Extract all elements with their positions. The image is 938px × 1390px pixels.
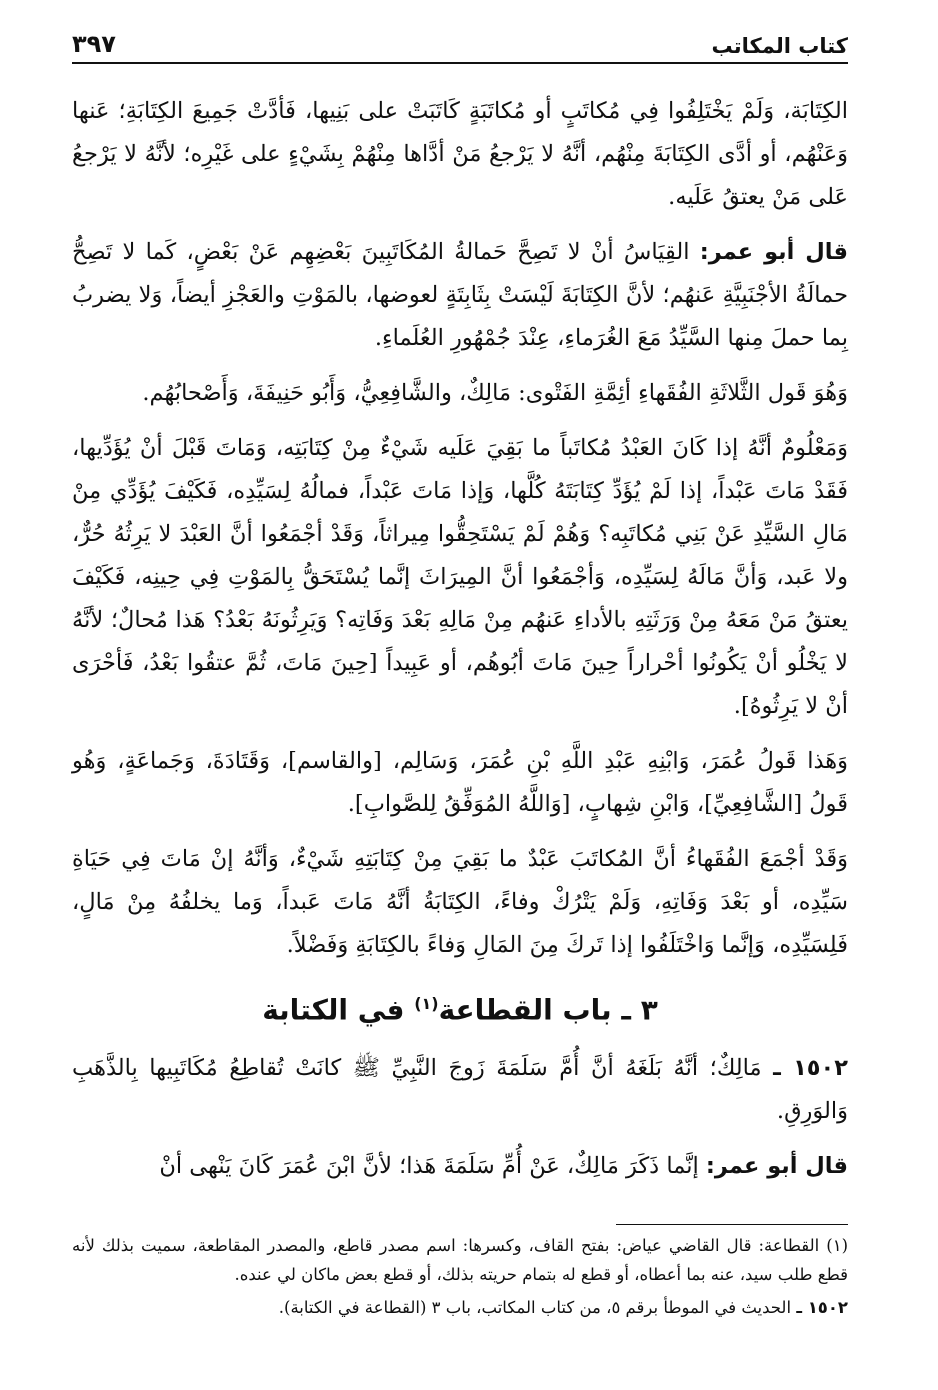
page-header [72,22,848,64]
paragraph-3: وَهُوَ قَول الثَّلاثَةِ الفُقَهاءِ أئِمَّةِ الفَتْوى: مَالِكٌ، والشَّافِعِيُّ، وَأَبُو حَنِيفَةَ، وَأَصْحابُهُم. [142,380,848,406]
paragraph-2-text: القِيَاسُ أنْ لا تَصِحَّ حَمالةُ المُكَاتَبِينَ بَعْضِهِم عَنْ بَعْضٍ، كَما لا تَصِحُّ حمالَةُ الأجْنَبِيَّةِ عَنهُم؛ لأنَّ الكِتَابَةَ لَيْسَتْ بِثَابِتَةٍ لعوضها، بالمَوْتِ والعَجْزِ أيضاً، وَلا يضربُ بِما حملَ مِنها السَّيِّدُ مَعَ الغُرَماءِ، عِنْدَ جُمْهُورِ العُلَماءِ. [72,239,848,351]
paragraph-4: وَمَعْلُومٌ أنَّهُ إذا كَانَ العَبْدُ مُكاتَباً ما بَقِيَ عَلَيه شَيْءٌ مِنْ كِتَابَتِه، وَمَاتَ قَبْلَ أنْ يُؤَدِّيها، فَقَدْ مَاتَ عَبْداً، إذا لَمْ يُؤَدِّ كِتَابَتَهُ كُلَّها، وَإذا مَاتَ عَبْداً، فمالُهُ لِسَيِّدِه، فَكَيْفَ يُؤَدِّي مِنْ مَالِ السَّيِّدِ عَنْ بَنِي مُكاتَبِه؟ وَهُمْ لَمْ يَسْتَحِقُّوا مِيراثاً، وَقَدْ أجْمَعُوا أنَّ العَبْدَ لا يَرِثُهُ حُرٌّ، ولا عَبد، وَأنَّ مَالَهُ لِسَيِّدِه، وَأجْمَعُوا أنَّ المِيرَاثَ إنَّما يُسْتَحَقُّ بِالمَوْتِ فِي حِينِه، فَكَيْفَ يعتقُ مَنْ مَعَهُ مِنْ وَرَثَتِهِ بالأداءِ عَنهُم مِنْ مَالِهِ بَعْدَ وَفَاتِه؟ وَيَرِثُونَهُ بَعْدُ؟ هَذا مُحالٌ؛ لأنَّهُ لا يَخْلُو أنْ يَكُونُوا أحْراراً حِينَ مَاتَ أبُوهُم، أو عَبِيداً [حِينَ مَاتَ، ثُمَّ عتقُوا بَعْدُ، فَأحْرَى أنْ لا يَرِثُوهُ]. [72,435,849,719]
chapter-heading-tail: في الكتابة [262,993,405,1027]
main-text [72,90,848,1188]
footnote-divider [616,1224,848,1225]
footnotes [72,1231,848,1322]
footnote-hadith-number: ١٥٠٢ ـ [796,1298,848,1318]
footnote-2-text: الحديث في الموطأ برقم ٥، من كتاب المكاتب، باب ٣ (القطاعة في الكتابة). [278,1298,792,1318]
page-number: ٣٩٧ [72,30,116,58]
hadith-number: ١٥٠٢ ـ [773,1055,849,1082]
chapter-heading [72,979,848,1035]
speaker-label: قال أبو عمر: [699,239,848,265]
paragraph-6: وَقَدْ أجْمَعَ الفُقَهاءُ أنَّ المُكاتَبَ عَبْدٌ ما بَقِيَ مِنْ كِتَابَتِهِ شَيْءٌ، وَأنَّهُ إنْ مَاتَ فِي حَيَاةِ سَيِّدِه، أو بَعْدَ وَفَاتِهِ، وَلَمْ يَتْرُكْ وفاءً، الكِتَابَةُ أنَّهُ مَاتَ عَبداً، وَما يخلفُهُ مِنْ مَالٍ، فَلِسَيِّدِه، وَإنَّما وَاخْتَلَفُوا إذا تَركَ مِنَ المَالِ وَفاءً بالكِتَابَةِ وَفَضْلاً. [72,846,848,958]
footnote-marker[interactable]: (١) [414,994,439,1013]
footnote-2 [72,1293,848,1322]
paragraph-2 [72,231,848,360]
hadith-1502 [72,1047,848,1133]
paragraph-5: وَهَذا قَولُ عُمَرَ، وَابْنِهِ عَبْدِ اللَّهِ بْنِ عُمَرَ، وَسَالِم، [والقاسم]، وَقَتَادَةَ، وَجَماعَةٍ، وَهُو قَولُ [الشَّافِعِيِّ]، وَابْنِ شِهابٍ، [وَاللَّهُ المُوَفِّقُ لِلصَّوابِ]. [72,748,848,817]
chapter-heading-main: ٣ ـ باب القطاعة [438,993,658,1027]
closing-paragraph [72,1145,848,1188]
footnote-1: (١) القطاعة: قال القاضي عياض: بفتح القاف، وكسرها: اسم مصدر قاطع، والمصدر المقاطعة، سميت بذلك لأنه قطع طلب سيد، عنه بما أعطاه، أو قطع له بتمام حريته بذلك، أو قطع بعض ماكان لي عنده. [72,1236,848,1285]
closing-text: إنَّما ذَكَرَ مَالِكٌ، عَنْ أُمِّ سَلَمَةَ هَذا؛ لأنَّ ابْنَ عُمَرَ كَانَ يَنْهى أنْ [159,1153,699,1180]
running-title: كتاب المكاتب [711,34,848,58]
hadith-text: مَالِكٌ؛ أنَّهُ بَلَغَهُ أنَّ أُمَّ سَلَمَةَ زَوجَ النَّبِيِّ ﷺ كانَتْ تُقاطِعُ مُكَاتَبِيها بِالذَّهَبِ وَالوَرِقِ. [72,1055,848,1125]
paragraph-1: الكِتَابَة، وَلَمْ يَخْتَلِفُوا فِي مُكاتَبٍ أو مُكاتَبَةٍ كَاتَبَتْ على بَنِيها، فَأدَّتْ جَمِيعَ الكِتَابَةِ؛ عَنها وَعَنْهُم، أو أدَّى الكِتَابَةَ مِنْهُم، أنَّهُ لا يَرْجعُ مَنْ أدَّاها مِنْهُمْ بِشَيْءٍ على غَيْرِه؛ لأنَّهُ لا يَرْجعُ عَلى مَنْ يعتقُ عَلَيه. [72,98,848,210]
closing-speaker-label: قال أبو عمر: [705,1153,848,1180]
book-page [72,22,848,1362]
